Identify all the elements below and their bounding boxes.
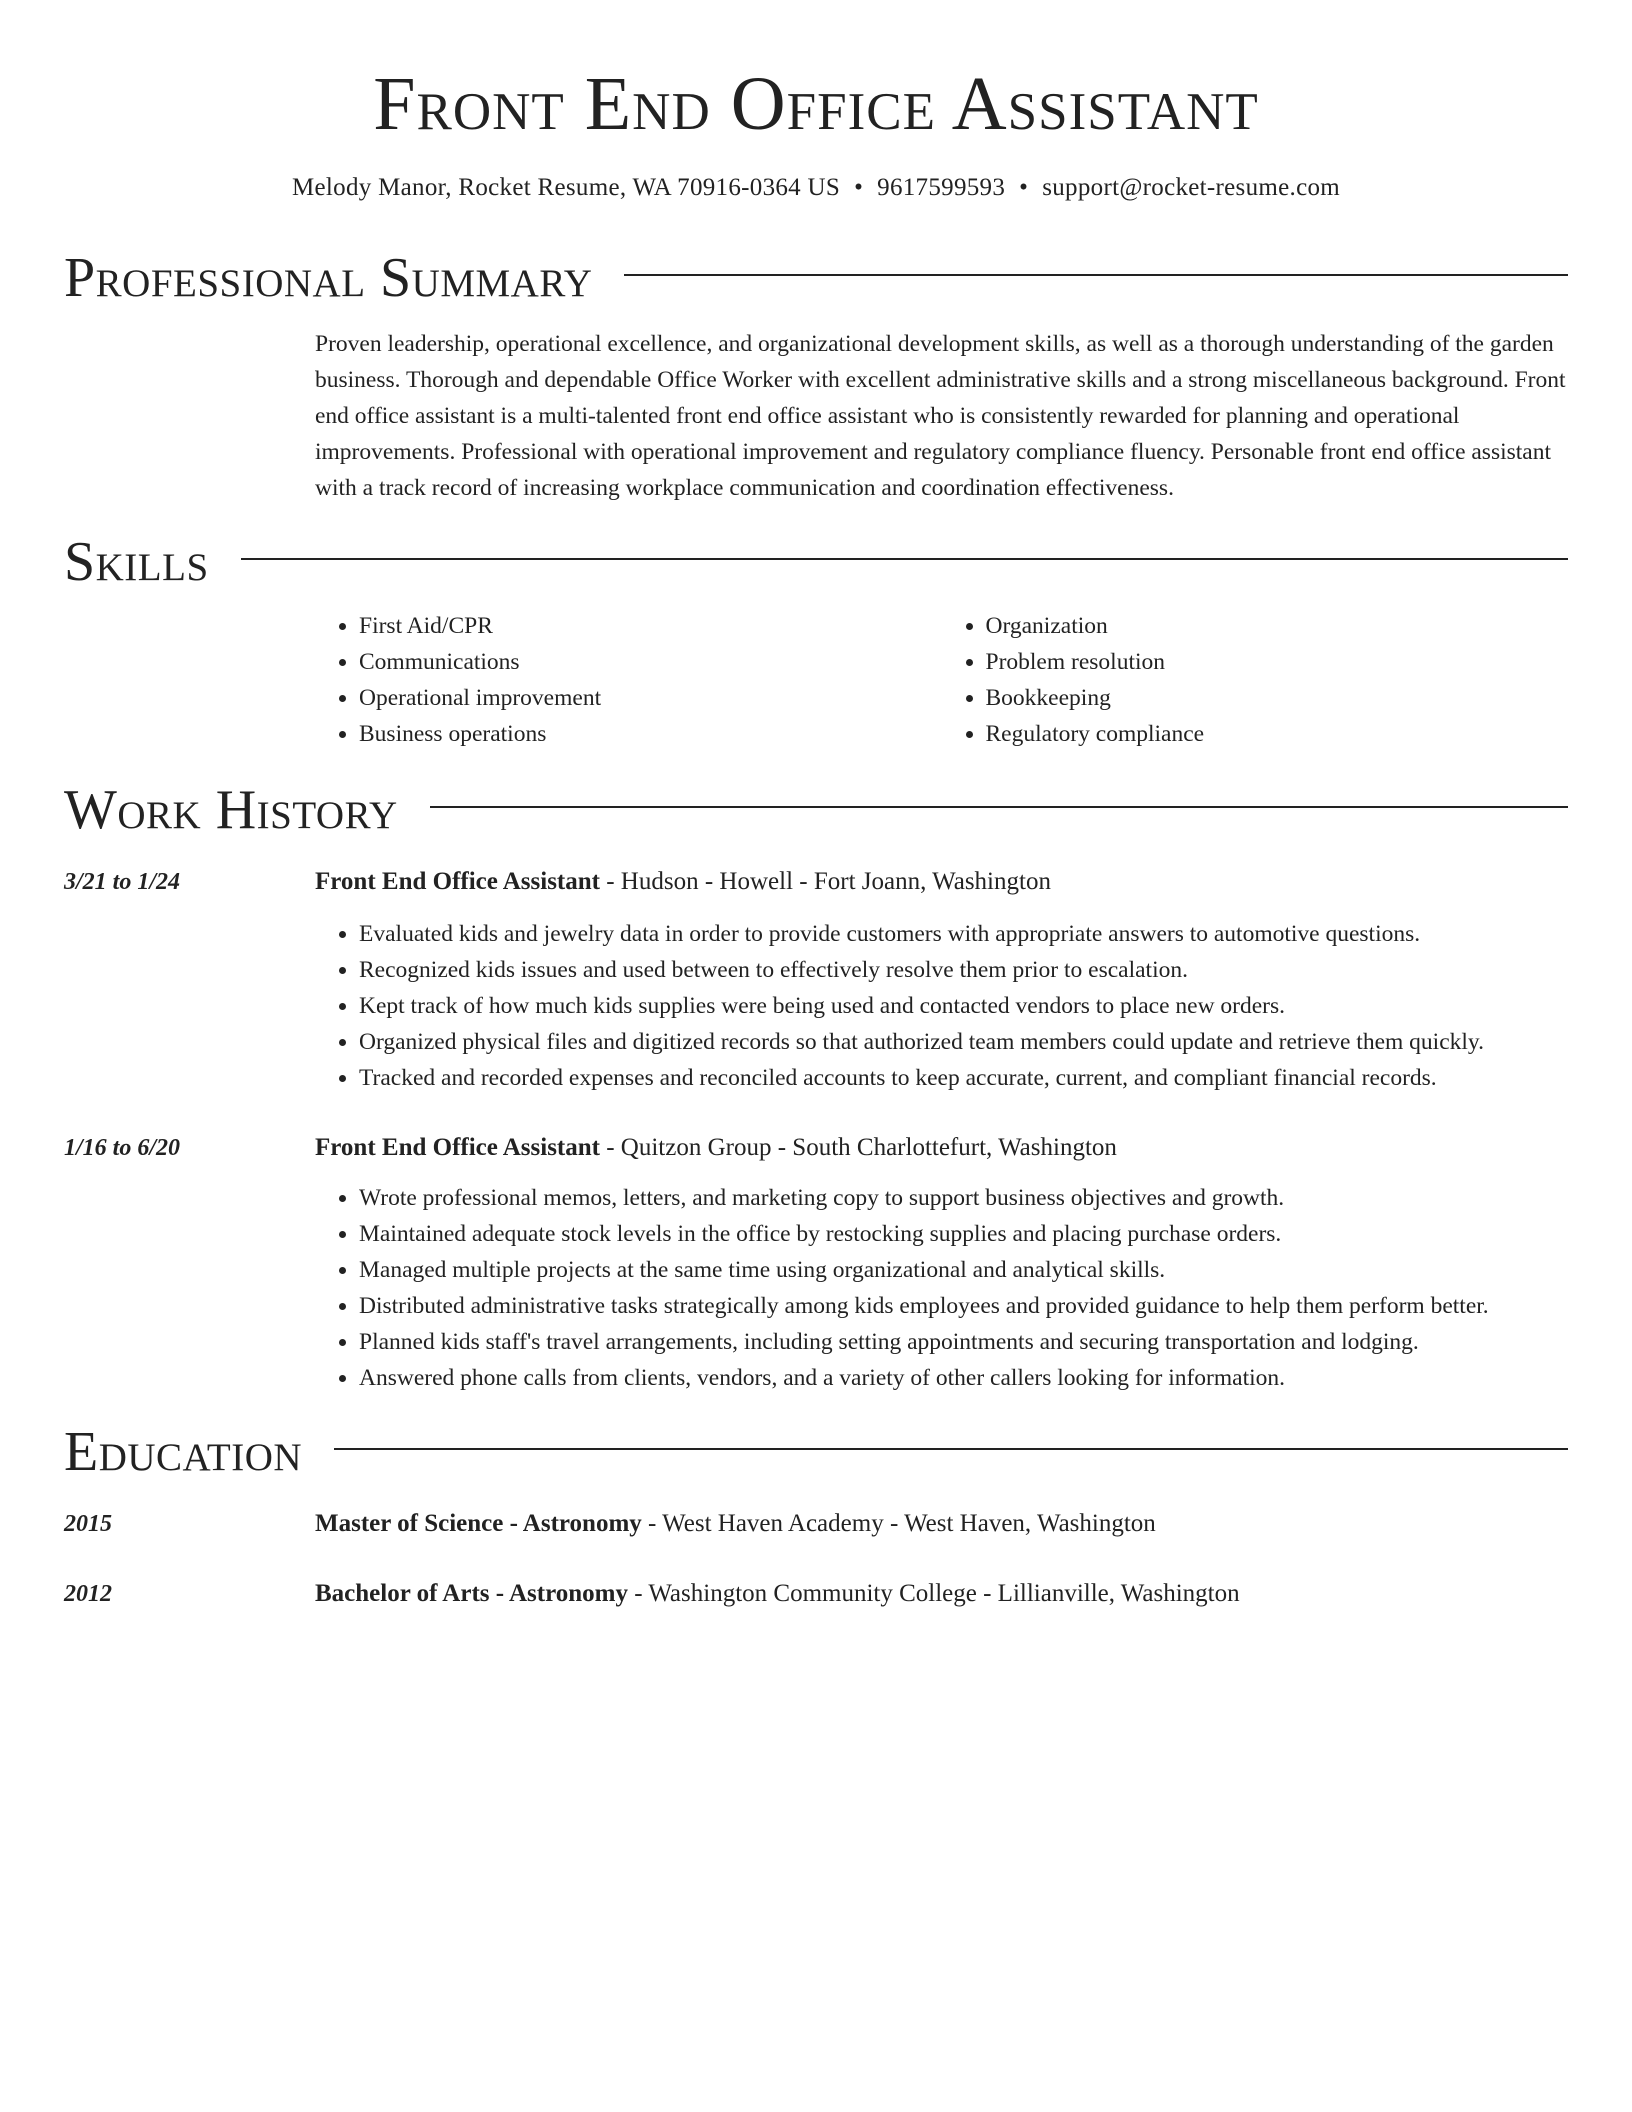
- job-role: Front End Office Assistant: [315, 868, 600, 895]
- section-divider: [241, 558, 1568, 560]
- skill-item: • Operational improvement: [359, 680, 942, 716]
- summary-section-title: Professional Summary: [64, 247, 593, 309]
- job-duties: [315, 1180, 1568, 1396]
- contact-separator: •: [854, 174, 864, 201]
- education-section-title: Education: [64, 1421, 303, 1483]
- job-dates: 3/21 to 1/24: [64, 869, 181, 895]
- section-divider: [624, 274, 1568, 276]
- skill-item: • Bookkeeping: [986, 680, 1569, 716]
- contact-line: [64, 172, 1568, 204]
- skill-item: • First Aid/CPR: [359, 608, 942, 644]
- education-section-header: [64, 1420, 1568, 1484]
- education-entry: [64, 1576, 1568, 1612]
- contact-phone: 9617599593: [877, 174, 1006, 201]
- skills-section-header: [64, 530, 1568, 594]
- job-title-line: [315, 864, 1568, 900]
- job-title-line: [315, 1130, 1568, 1166]
- job-duty: • Organized physical files and digitized records so that authorized team members could update and retrieve them quickly.: [359, 1024, 1568, 1060]
- work-section-title: Work History: [64, 779, 398, 841]
- section-divider: [430, 806, 1568, 808]
- skill-item: • Communications: [359, 644, 942, 680]
- job-role: Front End Office Assistant: [315, 1134, 600, 1161]
- work-section-header: [64, 778, 1568, 842]
- candidate-name: Front End Office Assistant: [373, 62, 1259, 146]
- summary-text: Proven leadership, operational excellence, and organizational development skills, as well as a thorough understanding of the garden business. Thorough and dependable Office Worker with excellent administrative skills and a strong miscellaneous background. Front end office assistant is a multi-talented front end office assistant who is consistently rewarded for planning and operational improvements. Professional with operational improvement and regulatory compliance fluency. Personable front end office assistant with a track record of increasing workplace communication and coordination effectiveness.: [315, 331, 1566, 501]
- education-degree: Bachelor of Arts - Astronomy: [315, 1580, 628, 1607]
- skill-item: • Regulatory compliance: [986, 716, 1569, 752]
- summary-section-header: [64, 246, 1568, 310]
- job-dates: 1/16 to 6/20: [64, 1135, 181, 1161]
- job-duty: • Distributed administrative tasks strategically among kids employees and provided guidance to help them perform better.: [359, 1288, 1568, 1324]
- job-employer: - Hudson - Howell - Fort Joann, Washington: [599, 868, 1051, 895]
- job-duty: • Managed multiple projects at the same time using organizational and analytical skills.: [359, 1252, 1568, 1288]
- job-duty: • Wrote professional memos, letters, and marketing copy to support business objectives and growth.: [359, 1180, 1568, 1216]
- skills-section-title: Skills: [64, 531, 209, 593]
- education-degree: Master of Science - Astronomy: [315, 1510, 642, 1537]
- section-divider: [334, 1448, 1568, 1450]
- job-duty: • Recognized kids issues and used between to effectively resolve them prior to escalation.: [359, 952, 1568, 988]
- contact-separator: •: [1019, 174, 1029, 201]
- education-year: 2012: [64, 1581, 112, 1607]
- skill-item: • Business operations: [359, 716, 942, 752]
- job-duty: • Answered phone calls from clients, vendors, and a variety of other callers looking for information.: [359, 1360, 1568, 1396]
- job-duties: [315, 916, 1568, 1096]
- job-duty: • Tracked and recorded expenses and reconciled accounts to keep accurate, current, and compliant financial records.: [359, 1060, 1568, 1096]
- education-line: [315, 1506, 1568, 1542]
- job-duty: • Planned kids staff's travel arrangements, including setting appointments and securing transportation and lodging.: [359, 1324, 1568, 1360]
- job-employer: - Quitzon Group - South Charlottefurt, Washington: [599, 1134, 1117, 1161]
- skills-column-right: [942, 608, 1569, 752]
- job-entry: [64, 1130, 1568, 1396]
- resume-page: [64, 0, 1568, 1612]
- education-line: [315, 1576, 1568, 1612]
- education-school: - Washington Community College - Lillianville, Washington: [627, 1580, 1240, 1607]
- skills-list: [315, 608, 1568, 752]
- job-duty: • Kept track of how much kids supplies were being used and contacted vendors to place new orders.: [359, 988, 1568, 1024]
- skill-item: • Organization: [986, 608, 1569, 644]
- job-duty: • Evaluated kids and jewelry data in order to provide customers with appropriate answers to automotive questions.: [359, 916, 1568, 952]
- job-duty: • Maintained adequate stock levels in the office by restocking supplies and placing purchase orders.: [359, 1216, 1568, 1252]
- education-entry: [64, 1506, 1568, 1542]
- skills-column-left: [315, 608, 942, 752]
- contact-address: Melody Manor, Rocket Resume, WA 70916-0364 US: [291, 174, 841, 201]
- education-school: - West Haven Academy - West Haven, Washington: [641, 1510, 1156, 1537]
- skill-item: • Problem resolution: [986, 644, 1569, 680]
- education-year: 2015: [64, 1511, 112, 1537]
- job-entry: [64, 864, 1568, 1096]
- contact-email: support@rocket-resume.com: [1042, 174, 1341, 201]
